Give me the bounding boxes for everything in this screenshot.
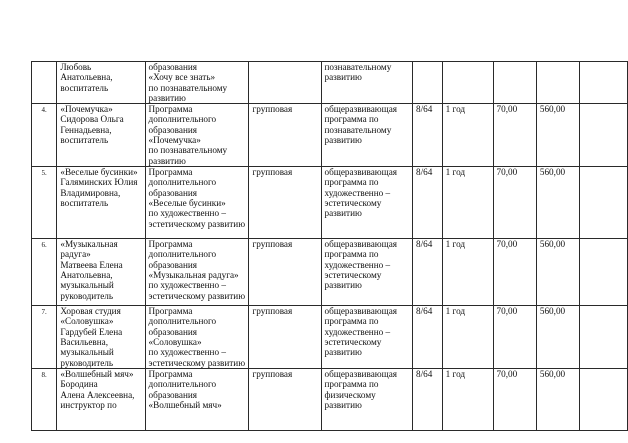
- hours-cell: 8/64: [412, 239, 442, 306]
- orientation-cell: общеразвивающая программа по художественно – эстетическому развитию: [321, 239, 412, 306]
- orientation-cell: общеразвивающая программа по художественно – эстетическому развитию: [321, 167, 412, 239]
- price-cell: 70,00: [493, 368, 536, 430]
- form-cell: [249, 62, 321, 104]
- term-cell: 1 год: [442, 239, 493, 306]
- hours-cell: 8/64: [412, 104, 442, 167]
- row-number: [32, 368, 57, 430]
- program-cell: образования «Хочу все знать» по познавательному развитию: [145, 62, 249, 104]
- program-cell: Программа дополнительного образования «Веселые бусинки» по художественно – эстетическому развитию: [145, 167, 249, 239]
- hours-cell: 8/64: [412, 167, 442, 239]
- term-cell: 1 год: [442, 368, 493, 430]
- price-cell: 70,00: [493, 239, 536, 306]
- extra-cell: [580, 167, 628, 239]
- form-cell: групповая: [249, 306, 321, 369]
- extra-cell: [580, 62, 628, 104]
- form-cell: групповая: [249, 239, 321, 306]
- price-cell: 70,00: [493, 306, 536, 369]
- hours-cell: 8/64: [412, 368, 442, 430]
- total-cell: 560,00: [536, 368, 580, 430]
- price-cell: 70,00: [493, 104, 536, 167]
- table-row: [32, 239, 628, 306]
- row-number: [32, 306, 57, 369]
- row-number-text: 5.: [41, 169, 47, 178]
- total-cell: [536, 62, 580, 104]
- extra-cell: [580, 104, 628, 167]
- program-cell: Программа дополнительного образования «Музыкальная радуга» по художественно – эстетическому развитию: [145, 239, 249, 306]
- row-number-text: 4.: [41, 106, 47, 115]
- extra-cell: [580, 368, 628, 430]
- term-cell: 1 год: [442, 104, 493, 167]
- orientation-cell: познавательному развитию: [321, 62, 412, 104]
- teacher-cell: «Волшебный мяч» Бородина Алена Алексеевна, инструктор по: [57, 368, 145, 430]
- row-number: [32, 167, 57, 239]
- table-row: [32, 104, 628, 167]
- total-cell: 560,00: [536, 167, 580, 239]
- program-cell: Программа дополнительного образования «Волшебный мяч»: [145, 368, 249, 430]
- total-cell: 560,00: [536, 239, 580, 306]
- orientation-cell: общеразвивающая программа по физическому развитию: [321, 368, 412, 430]
- total-cell: 560,00: [536, 306, 580, 369]
- form-cell: групповая: [249, 104, 321, 167]
- teacher-cell: «Веселые бусинки» Галяминских Юлия Владимировна, воспитатель: [57, 167, 145, 239]
- price-cell: 70,00: [493, 167, 536, 239]
- hours-cell: 8/64: [412, 306, 442, 369]
- row-number-text: [32, 62, 56, 64]
- table-row: [32, 167, 628, 239]
- form-cell: групповая: [249, 167, 321, 239]
- orientation-cell: общеразвивающая программа по познавательному развитию: [321, 104, 412, 167]
- table-row: [32, 368, 628, 430]
- total-cell: 560,00: [536, 104, 580, 167]
- table-row: [32, 62, 628, 104]
- extra-cell: [580, 306, 628, 369]
- teacher-cell: Любовь Анатольевна, воспитатель: [57, 62, 145, 104]
- term-cell: 1 год: [442, 306, 493, 369]
- row-number: [32, 104, 57, 167]
- program-cell: Программа дополнительного образования «Соловушка» по художественно – эстетическому развитию: [145, 306, 249, 369]
- row-number-text: 6.: [41, 241, 47, 250]
- price-cell: [493, 62, 536, 104]
- term-cell: 1 год: [442, 167, 493, 239]
- services-table: [31, 61, 628, 431]
- hours-cell: [412, 62, 442, 104]
- teacher-cell: «Музыкальная радуга» Матвеева Елена Анатольевна, музыкальный руководитель: [57, 239, 145, 306]
- orientation-cell: общеразвивающая программа по художественно – эстетическому развитию: [321, 306, 412, 369]
- teacher-cell: Хоровая студия «Соловушка» Гардубей Елена Васильевна, музыкальный руководитель: [57, 306, 145, 369]
- teacher-cell: «Почемучка» Сидорова Ольга Геннадьевна, воспитатель: [57, 104, 145, 167]
- form-cell: групповая: [249, 368, 321, 430]
- row-number: [32, 239, 57, 306]
- term-cell: [442, 62, 493, 104]
- program-cell: Программа дополнительного образования «Почемучка» по познавательному развитию: [145, 104, 249, 167]
- row-number-text: 7.: [41, 308, 47, 317]
- row-number-text: 8.: [41, 370, 47, 379]
- extra-cell: [580, 239, 628, 306]
- table-row: [32, 306, 628, 369]
- row-number: [32, 62, 57, 104]
